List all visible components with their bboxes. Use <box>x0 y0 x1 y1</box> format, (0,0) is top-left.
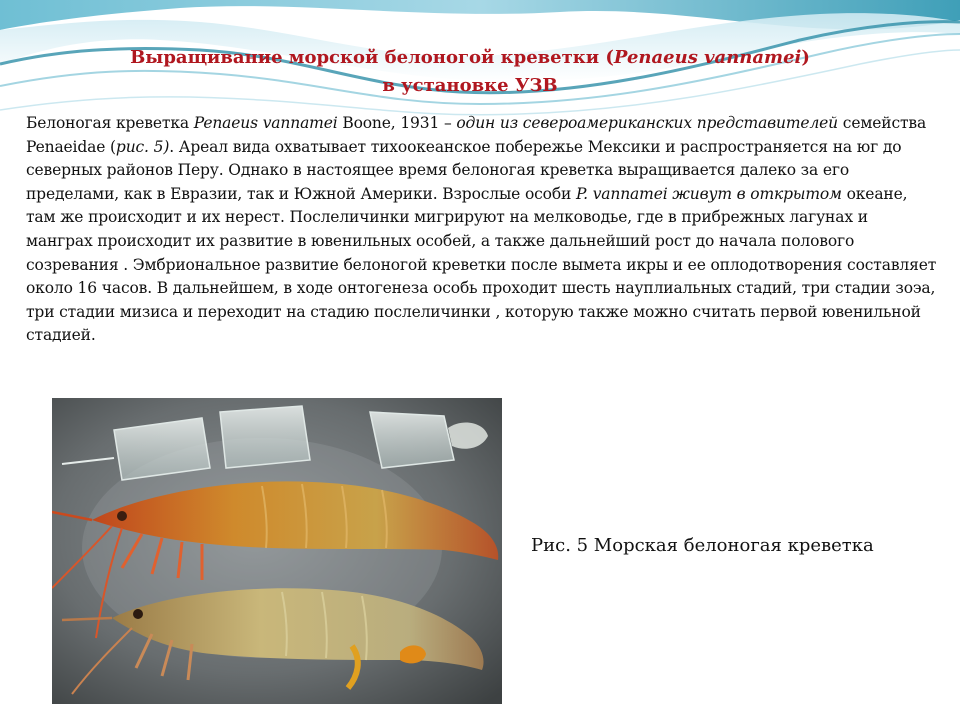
shrimp-photo <box>52 398 502 704</box>
body-paragraph: Белоногая креветка Penaeus vannamei Boone, 1931 – один из североамериканских представителей семейства Penaeidae (рис. 5). Ареал вида охватывает тихоокеанское побережье Мексики и распространяется на юг до северных районов Перу. Однако в настоящее время белоногая креветка выращивается далеко за его пределами, как в Евразии, так и Южной Америки. Взрослые особи P. vannamei живут в открытом океане, там же происходит и их нерест. Послеличинки мигрируют на мелководье, где в прибрежных лагунах и манграх происходит их развитие в ювенильных особей, а также дальнейший рост до начала полового созревания . Эмбриональное развитие белоногой креветки после вымета икры и ее оплодотворения составляет около 16 часов. В дальнейшем, в ходе онтогенеза особь проходит шесть науплиальных стадий, три стадии зоэа, три стадии мизиса и переходит на стадию послеличинки , которую также можно считать первой ювенильной стадией. <box>26 114 937 345</box>
shrimp-illustration <box>52 398 502 704</box>
figure-caption: Рис. 5 Морская белоногая креветка <box>531 535 874 556</box>
slide-title: Выращивание морской белоногой креветки (Penaeus vannamei) в установке УЗВ <box>130 47 810 96</box>
